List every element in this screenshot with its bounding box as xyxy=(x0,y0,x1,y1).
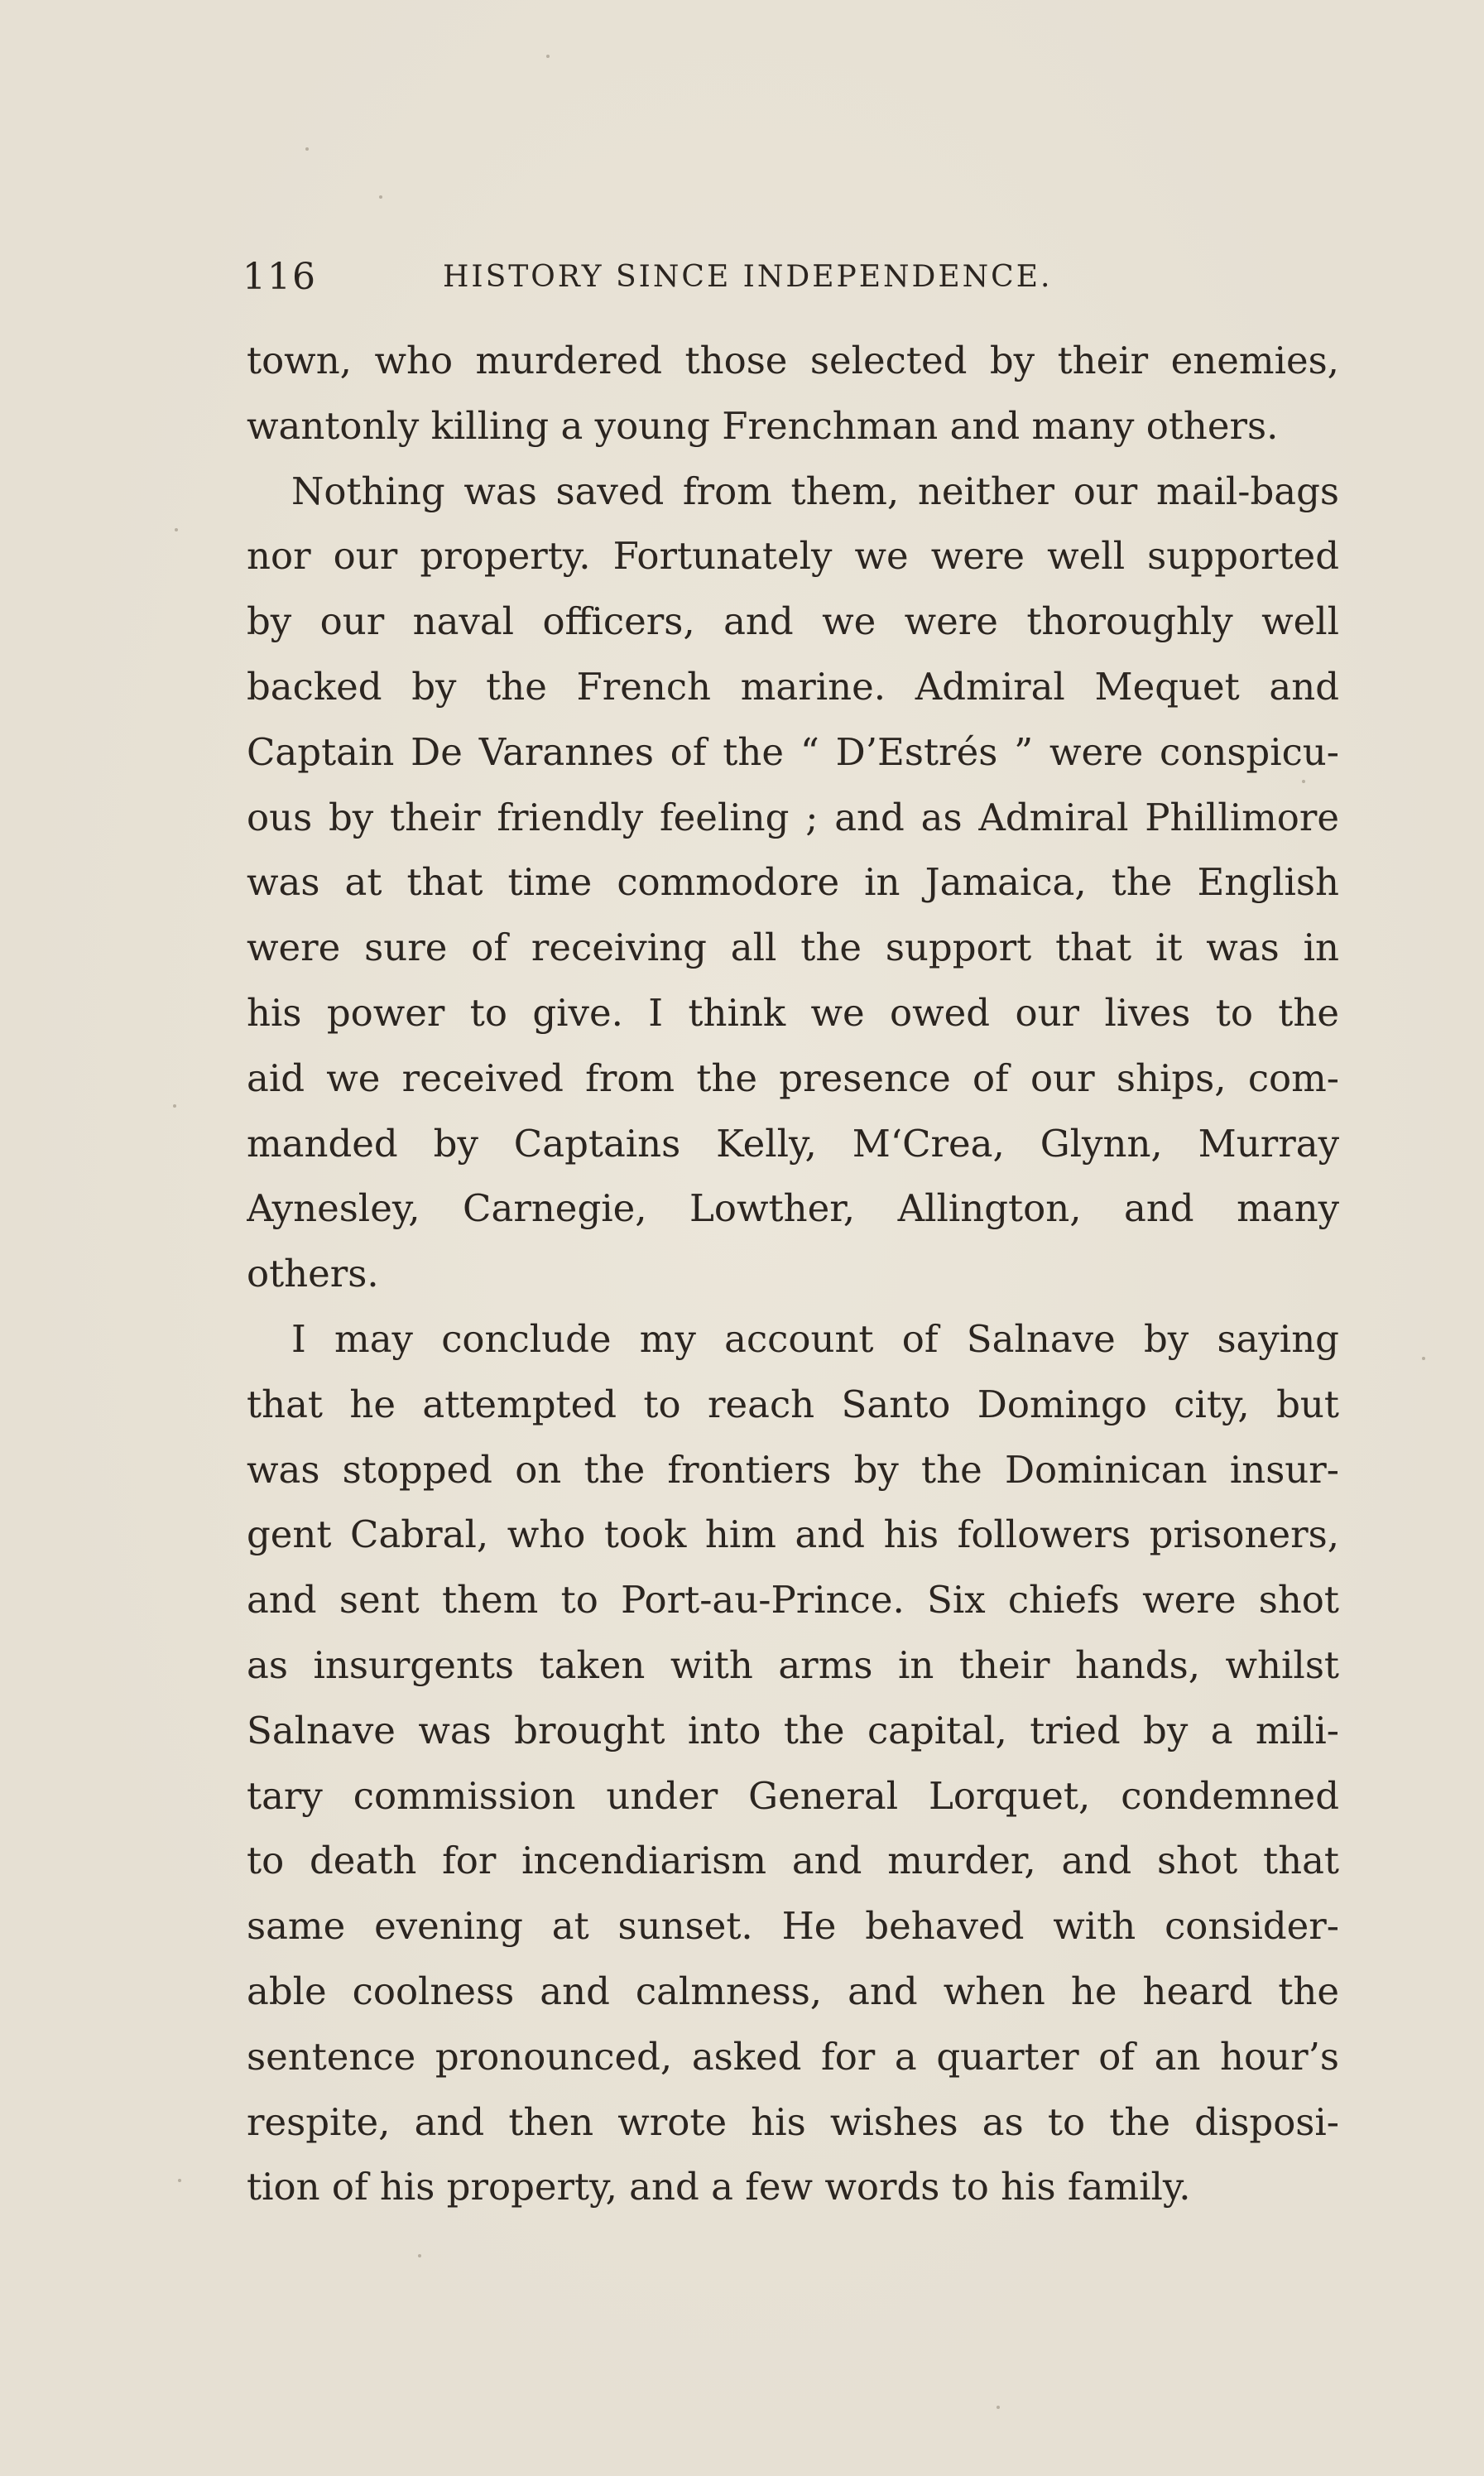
text-line: nor our property. Fortunately we were well supported xyxy=(247,534,1339,579)
paper-speck xyxy=(175,528,178,531)
text-line: as insurgents taken with arms in their hands, whilst xyxy=(247,1642,1339,1687)
text-line: able coolness and calmness, and when he heard the xyxy=(247,1969,1339,2013)
text-line: tary commission under General Lorquet, condemned xyxy=(247,1773,1339,1818)
text-line: Aynesley, Carnegie, Lowther, Allington, and many xyxy=(247,1186,1339,1231)
text-line: others. xyxy=(247,1252,379,1296)
text-line: were sure of receiving all the support that it was in xyxy=(247,925,1339,970)
paper-speck xyxy=(418,2254,421,2257)
text-line: by our naval officers, and we were thoroughly well xyxy=(247,599,1339,644)
text-line: same evening at sunset. He behaved with consider- xyxy=(247,1904,1339,1949)
running-title: HISTORY SINCE INDEPENDENCE. xyxy=(443,260,1053,294)
text-line: backed by the French marine. Admiral Mequet and xyxy=(247,664,1339,709)
text-line: wantonly killing a young Frenchman and many others. xyxy=(247,403,1279,448)
page-header xyxy=(243,248,1318,306)
paper-speck xyxy=(546,55,550,58)
page-number: 116 xyxy=(243,256,317,298)
text-line: respite, and then wrote his wishes as to the disposi- xyxy=(247,2099,1339,2144)
text-line: and sent them to Port-au-Prince. Six chiefs were shot xyxy=(247,1578,1339,1623)
text-line: I may conclude my account of Salnave by saying xyxy=(291,1316,1339,1361)
paper-speck xyxy=(305,147,309,151)
body-text xyxy=(247,329,1339,2220)
text-line: manded by Captains Kelly, M‘Crea, Glynn, Murray xyxy=(247,1121,1339,1166)
text-line: ous by their friendly feeling ; and as Admiral Phillimore xyxy=(247,795,1339,839)
text-line: was at that time commodore in Jamaica, the English xyxy=(247,860,1339,905)
paper-speck xyxy=(1422,1357,1425,1360)
paper-speck xyxy=(173,1104,176,1108)
text-line: gent Cabral, who took him and his followers prisoners, xyxy=(247,1512,1339,1557)
text-line: was stopped on the frontiers by the Dominican insur- xyxy=(247,1447,1339,1492)
text-line: Salnave was brought into the capital, tried by a mili- xyxy=(247,1708,1339,1752)
paper-speck xyxy=(1302,780,1305,783)
paper-speck xyxy=(379,195,382,199)
text-line: aid we received from the presence of our ships, com- xyxy=(247,1055,1339,1100)
text-line: Nothing was saved from them, neither our mail-bags xyxy=(291,469,1339,513)
text-line: sentence pronounced, asked for a quarter of an hour’s xyxy=(247,2034,1339,2079)
text-line: to death for incendiarism and murder, and shot that xyxy=(247,1839,1339,1883)
text-line: that he attempted to reach Santo Domingo city, but xyxy=(247,1382,1339,1426)
text-line: town, who murdered those selected by their enemies, xyxy=(247,339,1339,382)
paper-speck xyxy=(178,2179,181,2182)
text-line: Captain De Varannes of the “ D’Estrés ” were conspicu- xyxy=(247,729,1339,774)
paper-speck xyxy=(997,2406,1000,2409)
text-line: his power to give. I think we owed our lives to the xyxy=(247,990,1339,1035)
text-line: tion of his property, and a few words to his family. xyxy=(247,2165,1191,2209)
